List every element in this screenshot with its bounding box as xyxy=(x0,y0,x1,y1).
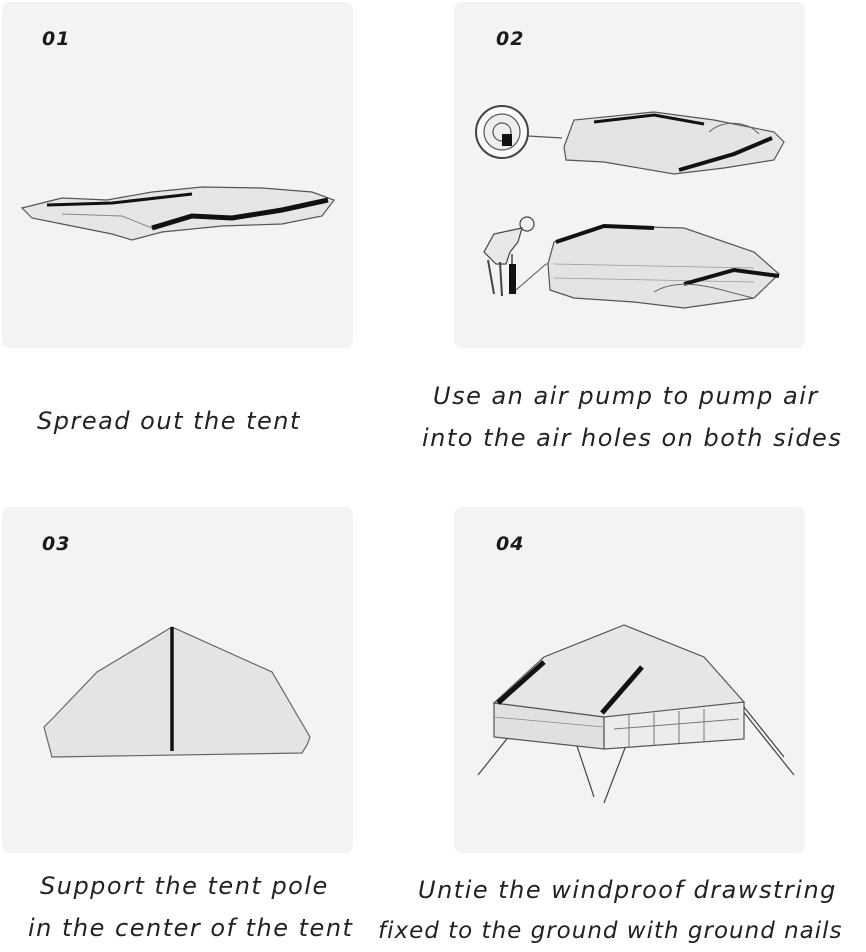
step-1-panel xyxy=(2,2,353,348)
step-2-panel xyxy=(454,2,805,348)
tent-pole-illustration xyxy=(2,507,353,853)
step-4-caption-line-1: Untie the windproof drawstring xyxy=(418,876,837,904)
pitched-tent-illustration xyxy=(454,507,805,853)
step-3-caption-line-2: in the center of the tent xyxy=(28,914,354,942)
step-4-panel xyxy=(454,507,805,853)
step-4-number: 04 xyxy=(496,533,525,555)
step-2-number: 02 xyxy=(496,28,525,50)
person-pumping-icon xyxy=(484,217,534,296)
inflation-illustration xyxy=(454,2,805,348)
step-1-caption: Spread out the tent xyxy=(37,407,301,435)
step-2-caption-line-1: Use an air pump to pump air xyxy=(433,382,819,410)
step-3-caption-line-1: Support the tent pole xyxy=(40,872,329,900)
step-2-caption-line-2: into the air holes on both sides xyxy=(422,424,843,452)
flat-tent-illustration xyxy=(2,2,353,348)
step-3-panel xyxy=(2,507,353,853)
air-valve-icon xyxy=(476,106,528,158)
step-1-number: 01 xyxy=(42,28,71,50)
step-3-number: 03 xyxy=(42,533,71,555)
step-4-caption-line-2: fixed to the ground with ground nails xyxy=(378,918,843,944)
